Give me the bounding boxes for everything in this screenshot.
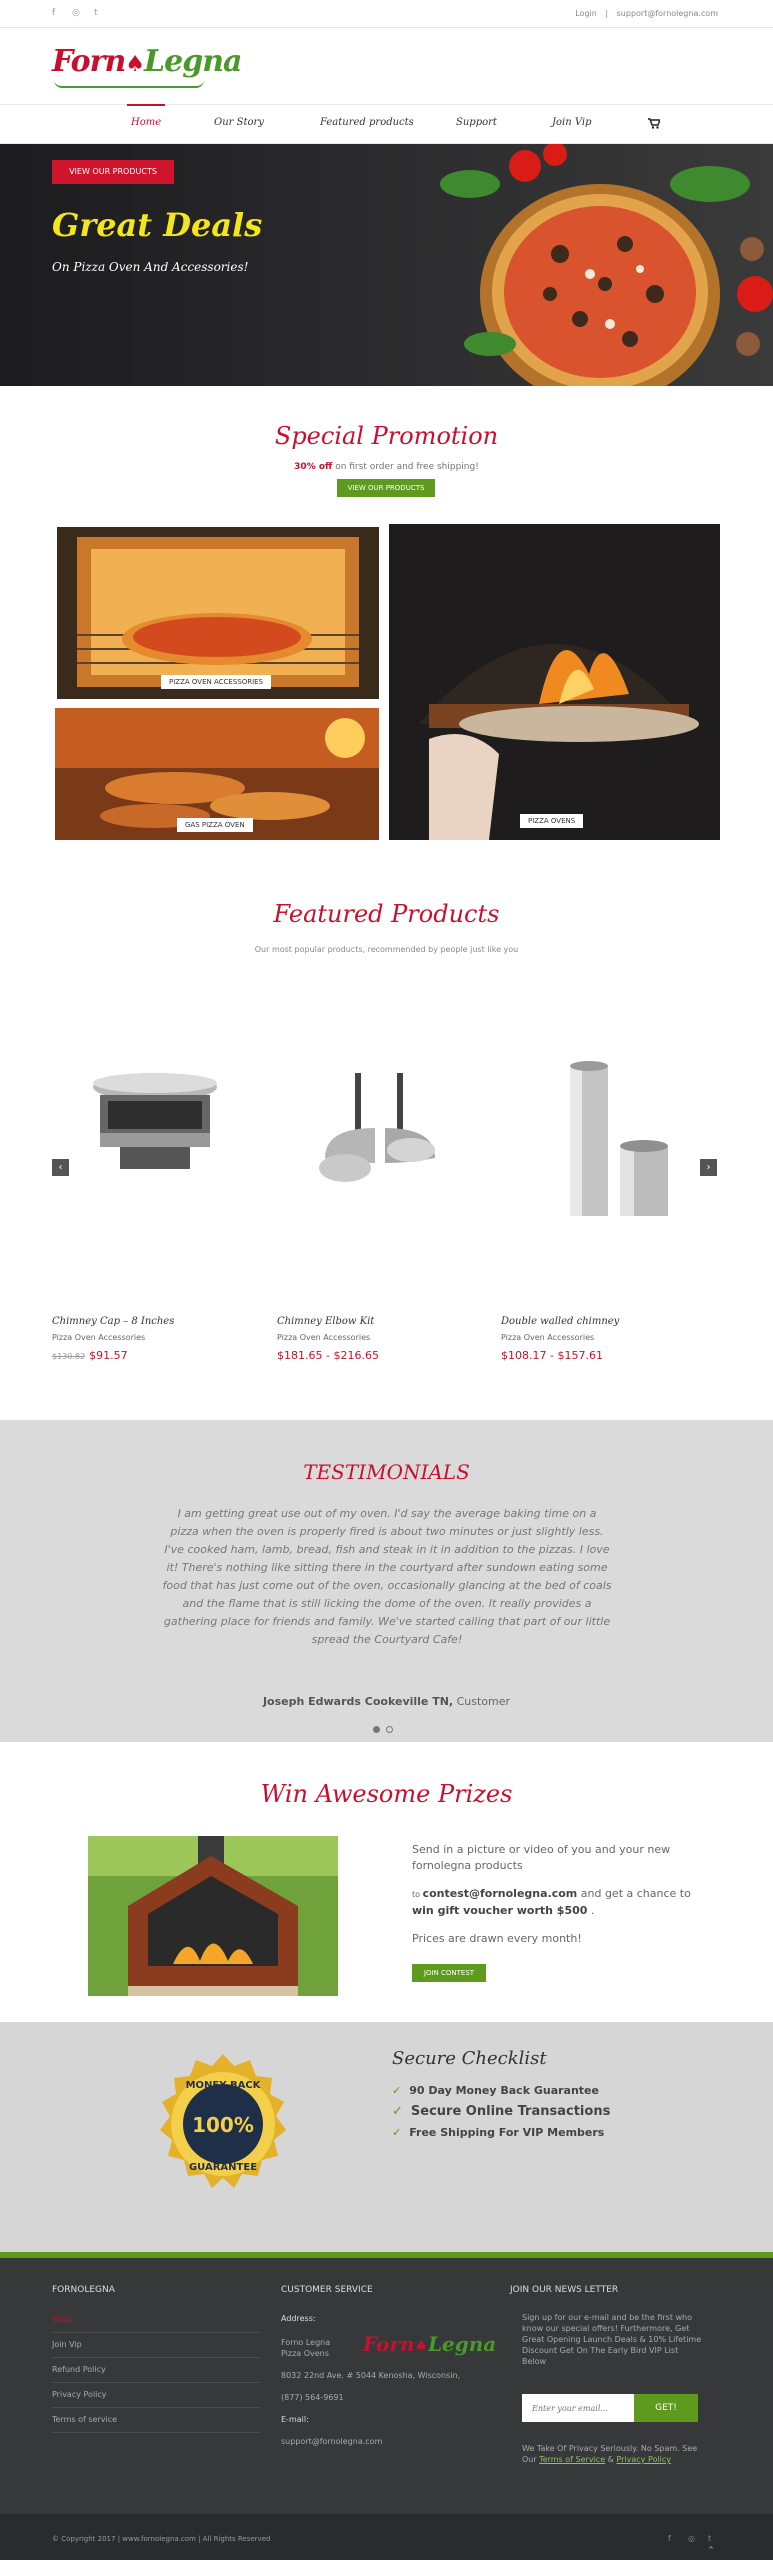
site-logo[interactable] — [52, 44, 241, 79]
nav-item-join-vip[interactable]: Join Vip — [552, 117, 592, 128]
wood-fire-oven-image — [389, 524, 720, 840]
prizes-to: to — [412, 1890, 423, 1899]
privacy-policy-link[interactable]: Privacy Policy — [616, 2455, 671, 2464]
twitter-icon[interactable]: t — [94, 8, 98, 18]
testimonial-author — [0, 1695, 773, 1708]
check-icon: ✓ — [392, 2126, 402, 2139]
tile-pizza-ovens[interactable] — [389, 524, 720, 840]
support-email-link[interactable]: support@fornolegna.com — [616, 9, 718, 18]
tile-label: PIZZA OVENS — [520, 814, 583, 828]
product-image-double-walled-chimney — [565, 1058, 675, 1218]
login-link[interactable]: Login — [575, 9, 597, 18]
money-back-guarantee-badge — [148, 2052, 298, 2202]
product-category[interactable]: Pizza Oven Accessories — [277, 1333, 371, 1342]
product-category[interactable]: Pizza Oven Accessories — [52, 1333, 146, 1342]
checklist-item — [392, 2126, 604, 2139]
carousel-next-arrow[interactable]: › — [700, 1159, 717, 1176]
tile-pizza-oven-accessories[interactable] — [57, 527, 379, 699]
scroll-to-top-icon[interactable]: ⌃ — [707, 2546, 715, 2556]
footer-company-line2: Pizza Ovens — [281, 2349, 329, 2358]
product-sale-price: $91.57 — [89, 1349, 128, 1362]
hero-subtitle: On Pizza Oven And Accessories! — [52, 260, 249, 274]
nav-item-featured-products[interactable]: Featured products — [320, 117, 414, 128]
hero-title: Great Deals — [52, 206, 263, 244]
promo-highlight: 30% off — [294, 462, 333, 472]
product-name[interactable]: Chimney Elbow Kit — [277, 1316, 375, 1327]
testimonials-title: TESTIMONIALS — [303, 1460, 470, 1484]
footer-col2-title: CUSTOMER SERVICE — [281, 2285, 373, 2295]
checklist-section — [0, 2022, 773, 2252]
product-image-chimney-cap — [80, 1065, 230, 1185]
checklist-item-label: Free Shipping For VIP Members — [409, 2126, 605, 2139]
promo-title: Special Promotion — [274, 422, 499, 450]
footer-facebook-icon[interactable]: f — [668, 2534, 671, 2543]
logo-text-legna: Legna — [144, 44, 242, 79]
footer-logo-forno: Forn — [363, 2332, 415, 2356]
top-separator: | — [605, 9, 609, 18]
carousel-prev-arrow[interactable]: ‹ — [52, 1159, 69, 1176]
badge-bottom-text: GUARANTEE — [188, 2162, 258, 2173]
newsletter-text: Sign up for our e-mail and be the first who know our special offers! Furthermore, Get Great Opening Launch Deals & 10% Lifetime Discount Get On The Early Bird VIP List Below — [522, 2313, 702, 2366]
tile-gas-pizza-oven[interactable] — [55, 708, 379, 840]
prizes-line2 — [412, 1886, 712, 1919]
prizes-text — [412, 1842, 712, 1959]
footer-instagram-icon[interactable]: ◎ — [688, 2534, 695, 2543]
footer-link-join-vip[interactable]: Join Vip — [52, 2333, 260, 2358]
oven-interior-image — [57, 527, 379, 699]
product-price — [52, 1349, 128, 1362]
footer-link-terms[interactable]: Terms of service — [52, 2408, 260, 2433]
newsletter-privacy-note: We Take Of Privacy Seriously. No Spam. See Our Terms of Service & Privacy Policy — [522, 2444, 698, 2464]
nav-item-home[interactable]: Home — [131, 117, 162, 128]
prizes-line1: Send in a picture or video of you and your new fornolegna products — [412, 1843, 671, 1872]
featured-title: Featured Products — [273, 900, 500, 928]
checklist-item-label: Secure Online Transactions — [410, 2104, 611, 2119]
promo-subtitle — [0, 462, 773, 472]
join-contest-button[interactable]: JOIN CONTEST — [412, 1964, 486, 1982]
newsletter-email-input[interactable] — [522, 2394, 634, 2422]
testimonial-author-role: Customer — [453, 1695, 511, 1708]
product-old-price: $130.82 — [52, 1352, 86, 1361]
footer-address-label: Address: — [281, 2314, 316, 2323]
check-icon: ✓ — [392, 2084, 402, 2097]
checklist-title: Secure Checklist — [392, 2048, 547, 2069]
product-category[interactable]: Pizza Oven Accessories — [501, 1333, 595, 1342]
featured-subtitle: Our most popular products, recommended by people just like you — [254, 945, 519, 954]
footer-col1-title: FORNOLEGNA — [52, 2285, 115, 2295]
badge-percent: 100% — [192, 2113, 254, 2137]
facebook-icon[interactable]: f — [52, 8, 56, 18]
contest-email[interactable]: contest@fornolegna.com — [422, 1887, 578, 1900]
instagram-icon[interactable]: ◎ — [72, 8, 80, 18]
footer-phone[interactable]: (877) 564-9691 — [281, 2393, 344, 2402]
copyright-text: © Copyright 2017 | www.fornolegna.com | All Rights Reserved — [52, 2535, 271, 2543]
footer-street: 8032 22nd Ave. # 5044 Kenosha, Wisconsin, — [281, 2371, 461, 2380]
main-nav — [0, 104, 773, 144]
testimonial-quote: I am getting great use out of my oven. I'd say the average baking time on a pizza when the oven is properly fired is about two minutes or just slightly less. I've cooked ham, lamb, bread, fish and steak in it in addition to the pizzas. I love it! There's nothing like sitting there in the courtyard after sundown eating some food that has just come out of the oven, occasionally glancing at the bed of coals and the flame that is still licking the dome of the oven. It really provides a gathering place for friends and family. We've started calling that part of our little spread the Courtyard Cafe! — [162, 1507, 612, 1646]
prizes-line3: Prices are drawn every month! — [412, 1932, 582, 1945]
product-price: $108.17 - $157.61 — [501, 1349, 603, 1362]
outdoor-oven-image — [88, 1836, 338, 1996]
prizes-title: Win Awesome Prizes — [260, 1780, 513, 1808]
footer-logo[interactable] — [363, 2332, 496, 2356]
flame-icon: ♠ — [414, 2337, 428, 2355]
product-name[interactable]: Double walled chimney — [501, 1316, 620, 1327]
carousel-dot[interactable] — [386, 1726, 393, 1733]
cart-icon[interactable] — [648, 118, 660, 129]
product-name[interactable]: Chimney Cap – 8 Inches — [52, 1316, 175, 1327]
carousel-dot-active[interactable] — [373, 1726, 380, 1733]
newsletter-submit-button[interactable]: GET! — [634, 2394, 698, 2422]
tile-label: GAS PIZZA OVEN — [177, 818, 253, 832]
nav-item-support[interactable]: Support — [456, 117, 497, 128]
footer-email[interactable]: support@fornolegna.com — [281, 2437, 383, 2446]
nav-item-our-story[interactable]: Our Story — [214, 117, 264, 128]
prizes-period: . — [587, 1904, 595, 1917]
product-image-elbow-kit — [315, 1068, 445, 1198]
footer-link-privacy-policy[interactable]: Privacy Policy — [52, 2383, 260, 2408]
promo-view-products-button[interactable]: VIEW OUR PRODUCTS — [337, 479, 435, 497]
footer-col3-title: JOIN OUR NEWS LETTER — [510, 2285, 619, 2295]
checklist-item — [392, 2104, 610, 2119]
logo-text-forno: Forn — [52, 44, 126, 79]
flame-icon: ♠ — [125, 51, 145, 77]
footer-twitter-icon[interactable]: t — [708, 2534, 712, 2543]
logo-swoosh — [54, 80, 204, 88]
prizes-voucher: win gift voucher worth $500 — [412, 1904, 588, 1917]
footer-email-label: E-mail: — [281, 2415, 309, 2424]
footer-link-refund-policy[interactable]: Refund Policy — [52, 2358, 260, 2383]
check-icon: ✓ — [392, 2104, 403, 2119]
top-bar — [0, 0, 773, 28]
footer-link-shop[interactable]: Shop — [52, 2308, 260, 2333]
pizza-image — [430, 144, 773, 386]
product-price: $181.65 - $216.65 — [277, 1349, 379, 1362]
footer-company-line1: Forno Legna — [281, 2338, 331, 2347]
badge-top-text: MONEY BACK — [185, 2080, 261, 2091]
top-links — [572, 9, 721, 18]
checklist-item-label: 90 Day Money Back Guarantee — [409, 2084, 599, 2097]
promo-text: on first order and free shipping! — [332, 462, 479, 472]
prizes-chance: and get a chance to — [577, 1887, 691, 1900]
tile-label: PIZZA OVEN ACCESSORIES — [161, 675, 271, 689]
testimonial-author-name: Joseph Edwards Cookeville TN, — [262, 1695, 454, 1708]
checklist-item — [392, 2084, 599, 2097]
terms-of-service-link[interactable]: Terms of Service — [539, 2455, 606, 2464]
hero-view-products-button[interactable]: VIEW OUR PRODUCTS — [52, 160, 174, 184]
footer-logo-legna: Legna — [427, 2332, 497, 2356]
